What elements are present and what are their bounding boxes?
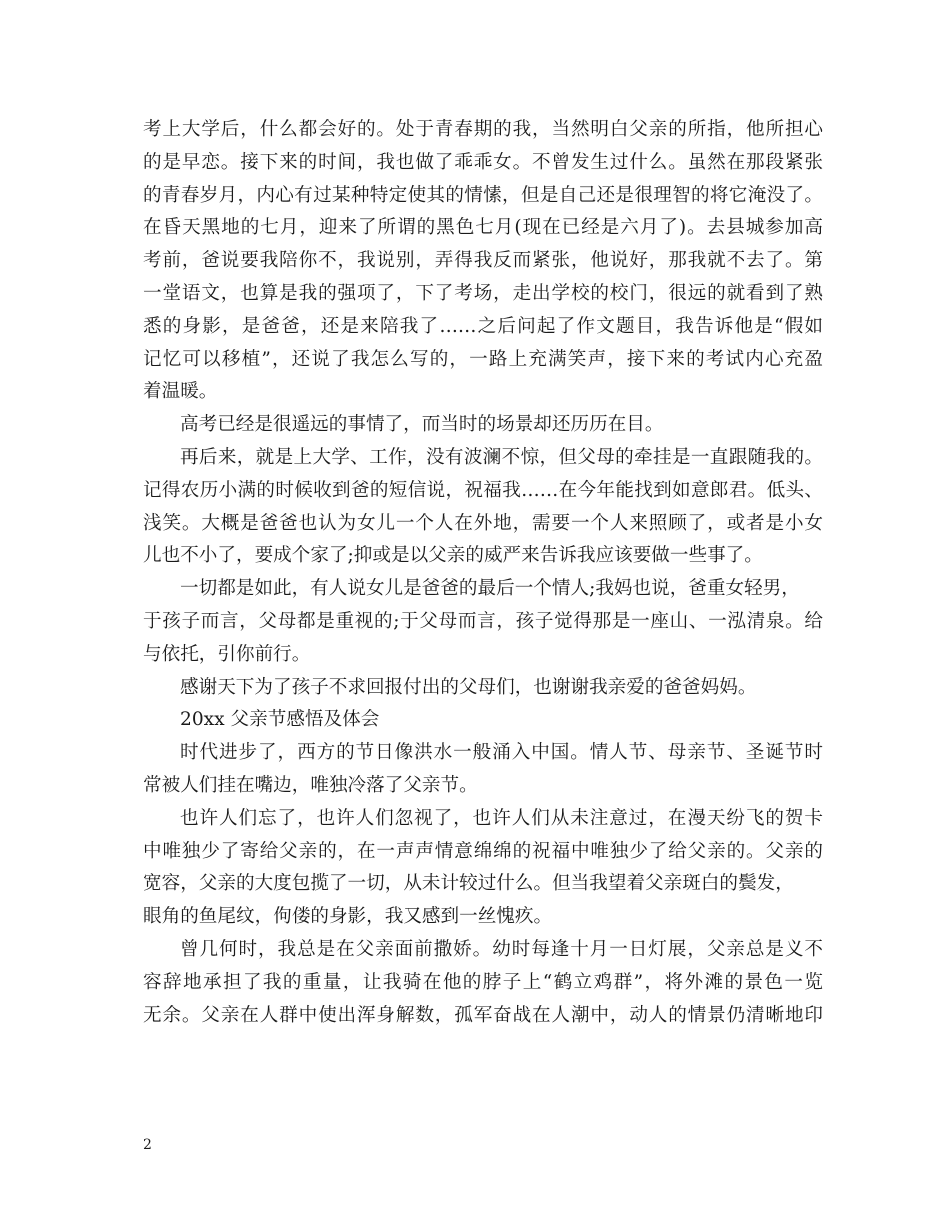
text-line: 儿也不小了，要成个家了;抑或是以父亲的威严来告诉我应该要做一些事了。	[143, 545, 763, 567]
text-line: 与依托，引你前行。	[143, 643, 311, 665]
text-line: 悉的身影，是爸爸，还是来陪我了……之后问起了作文题目，我告诉他是“假如	[143, 315, 823, 337]
text-line: 浅笑。大概是爸爸也认为女儿一个人在外地，需要一个人来照顾了，或者是小女	[143, 512, 823, 534]
text-line: 宽容，父亲的大度包揽了一切，从未计较过什么。但当我望着父亲斑白的鬓发，	[143, 873, 794, 895]
text-line: 考前，爸说要我陪你不，我说别，弄得我反而紧张，他说好，那我就不去了。第	[143, 250, 823, 272]
paragraph-start-line: 高考已经是很遥远的事情了，而当时的场景却还历历在目。	[180, 414, 664, 436]
text-line: 于孩子而言，父母都是重视的;于父母而言，孩子觉得那是一座山、一泓清泉。给	[143, 610, 823, 632]
page-number: 2	[143, 1137, 152, 1153]
text-line: 考上大学后，什么都会好的。处于青春期的我，当然明白父亲的所指，他所担心	[143, 119, 823, 140]
paragraph-start-line: 感谢天下为了孩子不求回报付出的父母们，也谢谢我亲爱的爸爸妈妈。	[180, 676, 757, 698]
text-line: 的青春岁月，内心有过某种特定使其的情愫，但是自己还是很理智的将它淹没了。	[143, 184, 823, 206]
document-body	[143, 114, 823, 1032]
text-line: 在昏天黑地的七月，迎来了所谓的黑色七月(现在已经是六月了)。去县城参加高	[143, 217, 823, 239]
text-line: 记得农历小满的时候收到爸的短信说，祝福我……在今年能找到如意郎君。低头、	[143, 479, 823, 501]
text-line: 着温暖。	[143, 381, 218, 403]
paragraph-start-line: 再后来，就是上大学、工作，没有波澜不惊，但父母的牵挂是一直跟随我的。	[180, 446, 823, 468]
paragraph-start-line: 也许人们忘了，也许人们忽视了，也许人们从未注意过，在漫天纷飞的贺卡	[180, 807, 823, 829]
text-line: 容辞地承担了我的重量，让我骑在他的脖子上“鹤立鸡群”，将外滩的景色一览	[143, 971, 823, 993]
text-line: 眼角的鱼尾纹，佝偻的身影，我又感到一丝愧疚。	[143, 906, 553, 928]
text-line: 一堂语文，也算是我的强项了，下了考场，走出学校的校门，很远的就看到了熟	[143, 282, 823, 304]
text-line: 记忆可以移植”，还说了我怎么写的，一路上充满笑声，接下来的考试内心充盈	[143, 348, 823, 370]
text-line: 的是早恋。接下来的时间，我也做了乖乖女。不曾发生过什么。虽然在那段紧张	[143, 151, 823, 173]
section-heading: 20xx 父亲节感悟及体会	[180, 709, 380, 731]
paragraph-start-line: 时代进步了，西方的节日像洪水一般涌入中国。情人节、母亲节、圣诞节时	[180, 742, 823, 764]
text-line: 常被人们挂在嘴边，唯独冷落了父亲节。	[143, 774, 478, 796]
text-line: 无余。父亲在人群中使出浑身解数，孤军奋战在人潮中，动人的情景仍清晰地印	[143, 1004, 823, 1026]
paragraph-start-line: 曾几何时，我总是在父亲面前撒娇。幼时每逢十月一日灯展，父亲总是义不	[180, 938, 823, 960]
text-line: 中唯独少了寄给父亲的，在一声声情意绵绵的祝福中唯独少了给父亲的。父亲的	[143, 840, 823, 862]
paragraph-start-line: 一切都是如此，有人说女儿是爸爸的最后一个情人;我妈也说，爸重女轻男，	[180, 578, 800, 600]
